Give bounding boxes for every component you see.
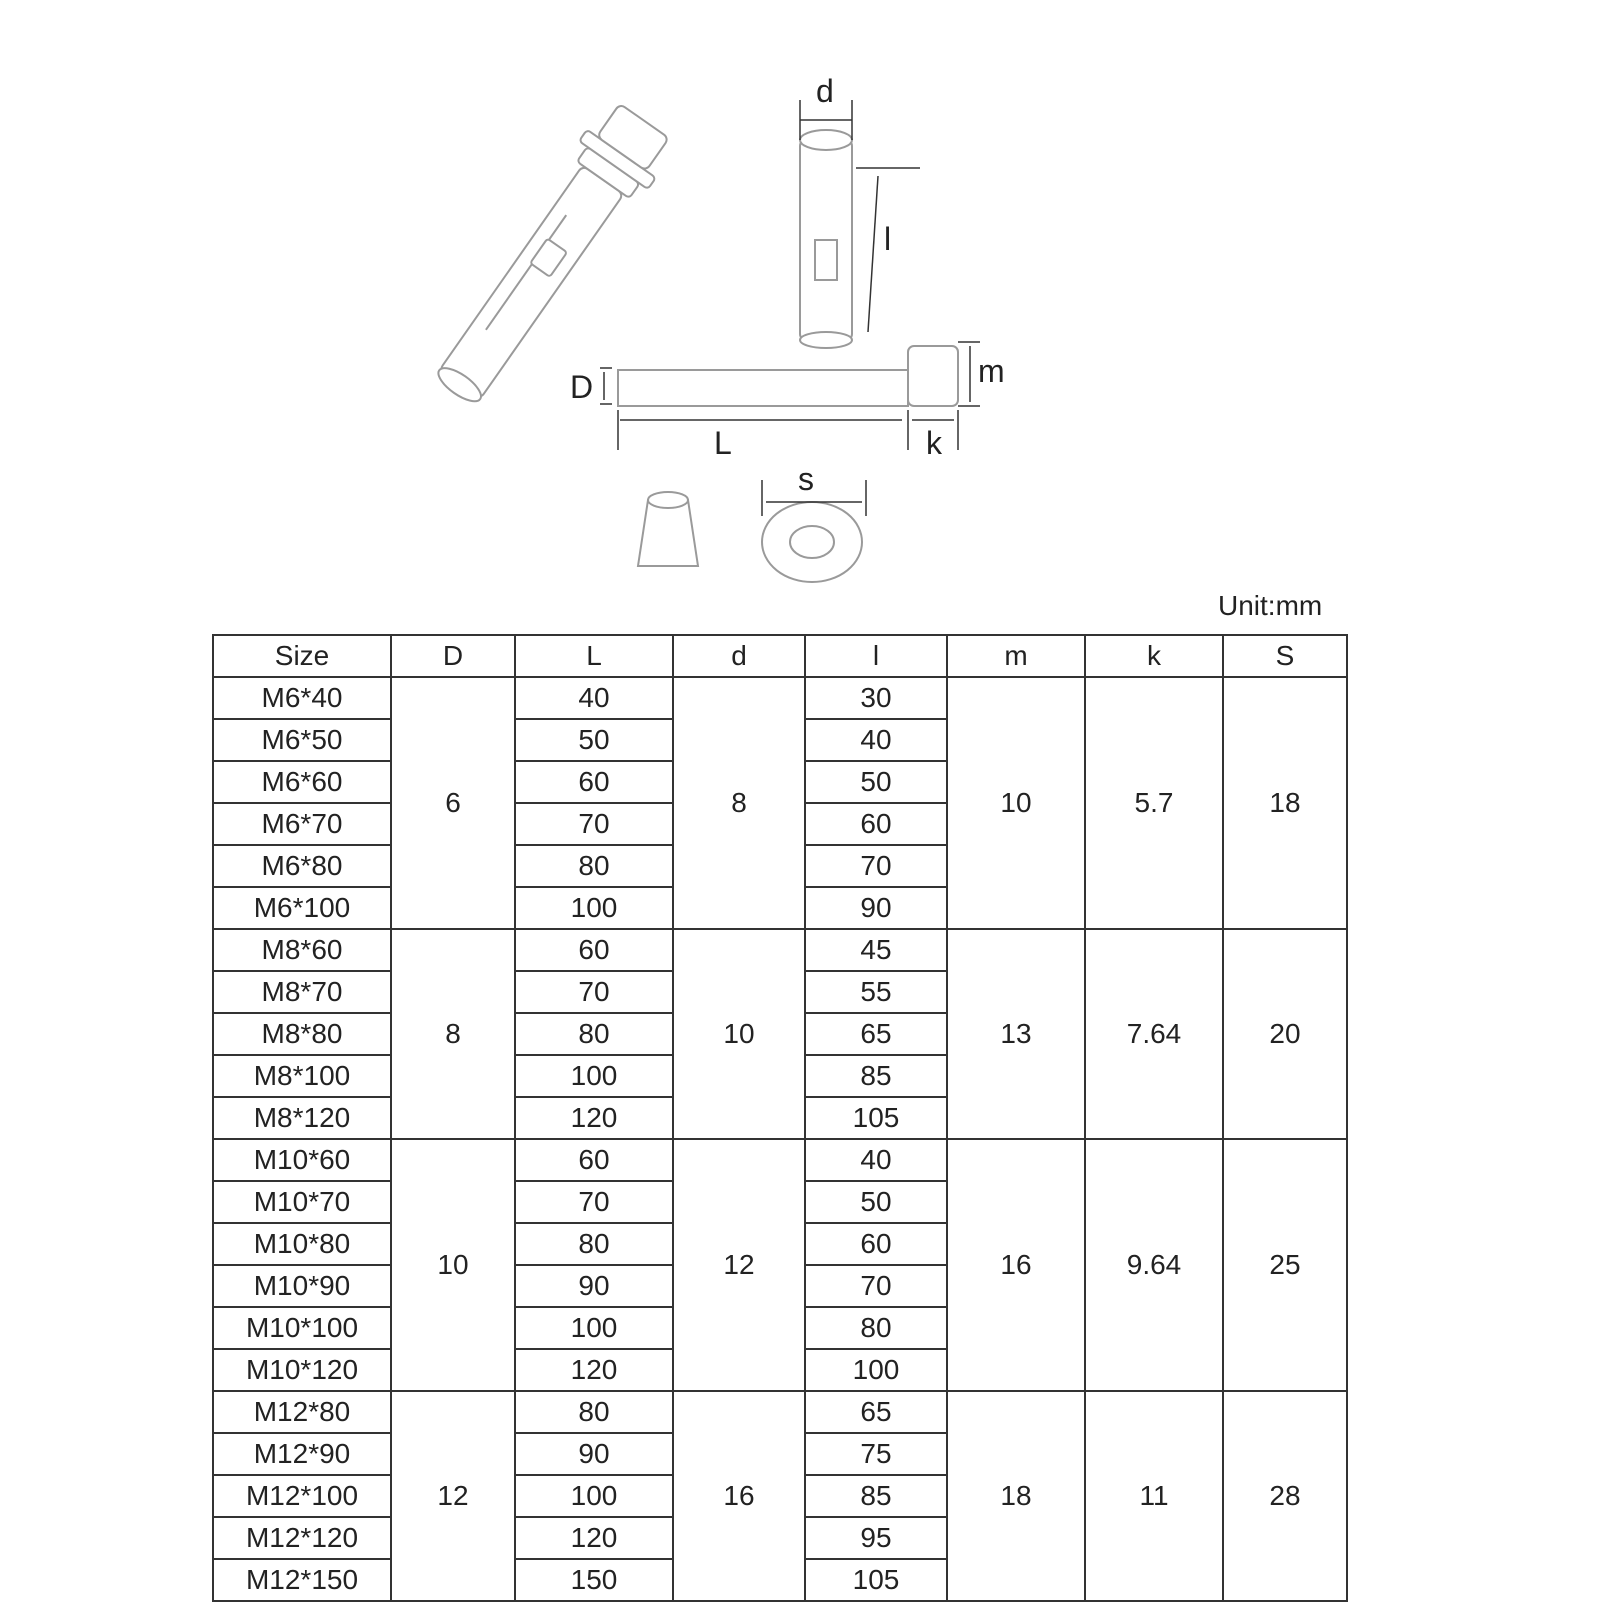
L-cell: 100 — [515, 1055, 673, 1097]
S-cell: 20 — [1223, 929, 1347, 1139]
bolt-drawing — [618, 346, 958, 406]
cone-nut-drawing — [638, 492, 698, 566]
l-cell: 105 — [805, 1097, 947, 1139]
sleeve-drawing — [800, 130, 852, 348]
l-cell: 100 — [805, 1349, 947, 1391]
table-row — [213, 1139, 1347, 1181]
column-header-3: d — [673, 635, 805, 677]
header-row — [213, 635, 1347, 677]
table-row — [213, 677, 1347, 719]
size-cell: M6*40 — [213, 677, 391, 719]
D-cell: 6 — [391, 677, 515, 929]
size-cell: M8*70 — [213, 971, 391, 1013]
column-header-1: D — [391, 635, 515, 677]
d-cell: 10 — [673, 929, 805, 1139]
column-header-4: l — [805, 635, 947, 677]
dim-label-d: d — [816, 73, 834, 109]
size-cell: M10*90 — [213, 1265, 391, 1307]
l-cell: 90 — [805, 887, 947, 929]
k-cell: 9.64 — [1085, 1139, 1223, 1391]
l-cell: 60 — [805, 803, 947, 845]
column-header-5: m — [947, 635, 1085, 677]
table-row — [213, 1391, 1347, 1433]
k-cell: 7.64 — [1085, 929, 1223, 1139]
d-cell: 12 — [673, 1139, 805, 1391]
L-cell: 80 — [515, 1013, 673, 1055]
L-cell: 60 — [515, 1139, 673, 1181]
size-cell: M6*80 — [213, 845, 391, 887]
k-cell: 11 — [1085, 1391, 1223, 1601]
l-cell: 70 — [805, 1265, 947, 1307]
L-cell: 40 — [515, 677, 673, 719]
L-cell: 120 — [515, 1097, 673, 1139]
size-cell: M8*60 — [213, 929, 391, 971]
size-cell: M12*150 — [213, 1559, 391, 1601]
L-cell: 100 — [515, 1307, 673, 1349]
l-cell: 40 — [805, 1139, 947, 1181]
dim-label-l: l — [884, 221, 892, 257]
l-cell: 105 — [805, 1559, 947, 1601]
size-cell: M12*120 — [213, 1517, 391, 1559]
size-cell: M12*80 — [213, 1391, 391, 1433]
l-cell: 50 — [805, 1181, 947, 1223]
k-cell: 5.7 — [1085, 677, 1223, 929]
column-header-6: k — [1085, 635, 1223, 677]
size-cell: M6*50 — [213, 719, 391, 761]
table-row — [213, 929, 1347, 971]
d-cell: 8 — [673, 677, 805, 929]
L-cell: 120 — [515, 1349, 673, 1391]
m-cell: 13 — [947, 929, 1085, 1139]
size-cell: M6*70 — [213, 803, 391, 845]
l-cell: 95 — [805, 1517, 947, 1559]
size-cell: M10*100 — [213, 1307, 391, 1349]
L-cell: 70 — [515, 1181, 673, 1223]
l-cell: 40 — [805, 719, 947, 761]
l-cell: 55 — [805, 971, 947, 1013]
l-cell: 60 — [805, 1223, 947, 1265]
size-cell: M6*60 — [213, 761, 391, 803]
size-cell: M6*100 — [213, 887, 391, 929]
L-cell: 60 — [515, 761, 673, 803]
d-cell: 16 — [673, 1391, 805, 1601]
m-cell: 18 — [947, 1391, 1085, 1601]
L-cell: 80 — [515, 1223, 673, 1265]
dim-label-m: m — [978, 353, 1005, 389]
l-cell: 50 — [805, 761, 947, 803]
size-cell: M10*60 — [213, 1139, 391, 1181]
column-header-7: S — [1223, 635, 1347, 677]
l-cell: 85 — [805, 1055, 947, 1097]
L-cell: 70 — [515, 971, 673, 1013]
size-cell: M8*100 — [213, 1055, 391, 1097]
l-cell: 30 — [805, 677, 947, 719]
column-header-2: L — [515, 635, 673, 677]
column-header-0: Size — [213, 635, 391, 677]
L-cell: 80 — [515, 845, 673, 887]
l-cell: 75 — [805, 1433, 947, 1475]
unit-label: Unit:mm — [1218, 590, 1323, 621]
anchor-bolt-diagram — [0, 0, 1600, 600]
m-cell: 10 — [947, 677, 1085, 929]
S-cell: 28 — [1223, 1391, 1347, 1601]
l-cell: 65 — [805, 1013, 947, 1055]
L-cell: 60 — [515, 929, 673, 971]
L-cell: 70 — [515, 803, 673, 845]
assembled-anchor-drawing — [420, 97, 679, 417]
L-cell: 100 — [515, 1475, 673, 1517]
size-cell: M8*120 — [213, 1097, 391, 1139]
S-cell: 25 — [1223, 1139, 1347, 1391]
size-cell: M8*80 — [213, 1013, 391, 1055]
L-cell: 50 — [515, 719, 673, 761]
size-cell: M12*100 — [213, 1475, 391, 1517]
l-cell: 45 — [805, 929, 947, 971]
m-cell: 16 — [947, 1139, 1085, 1391]
S-cell: 18 — [1223, 677, 1347, 929]
D-cell: 8 — [391, 929, 515, 1139]
size-cell: M12*90 — [213, 1433, 391, 1475]
dim-label-L: L — [714, 425, 732, 461]
l-cell: 65 — [805, 1391, 947, 1433]
L-cell: 80 — [515, 1391, 673, 1433]
washer-drawing — [762, 502, 862, 582]
l-cell: 85 — [805, 1475, 947, 1517]
l-cell: 70 — [805, 845, 947, 887]
D-cell: 12 — [391, 1391, 515, 1601]
l-cell: 80 — [805, 1307, 947, 1349]
size-cell: M10*70 — [213, 1181, 391, 1223]
size-cell: M10*120 — [213, 1349, 391, 1391]
dim-label-k: k — [926, 425, 942, 461]
size-cell: M10*80 — [213, 1223, 391, 1265]
L-cell: 150 — [515, 1559, 673, 1601]
L-cell: 100 — [515, 887, 673, 929]
L-cell: 90 — [515, 1265, 673, 1307]
L-cell: 90 — [515, 1433, 673, 1475]
dim-label-s: s — [798, 461, 814, 497]
spec-table — [212, 634, 1348, 1602]
L-cell: 120 — [515, 1517, 673, 1559]
D-cell: 10 — [391, 1139, 515, 1391]
dim-label-D: D — [570, 369, 594, 405]
